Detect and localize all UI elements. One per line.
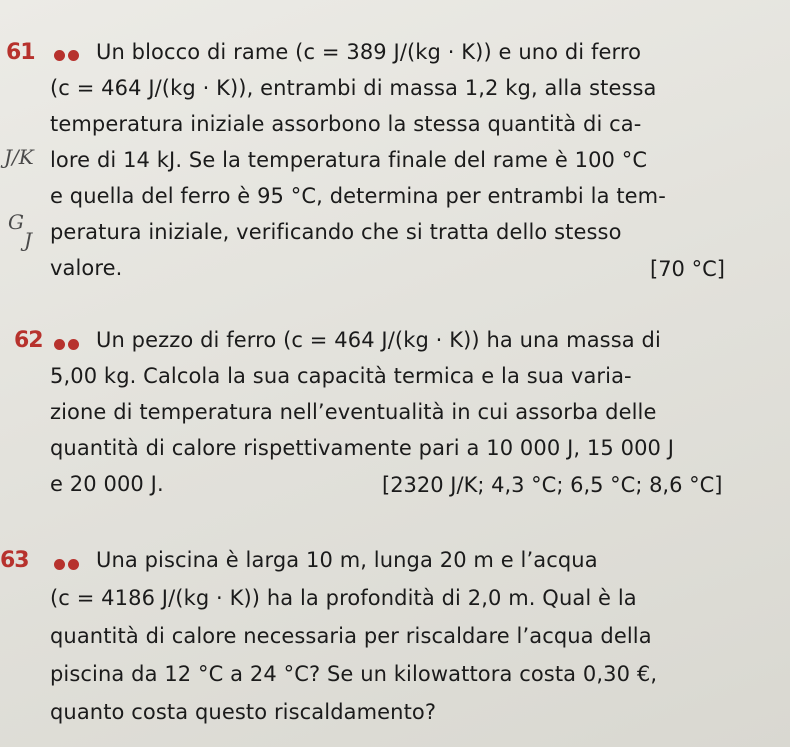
problem-text-line: (c = 4186 J/(kg · K)) ha la profondità di 2,0 m. Qual è la	[50, 586, 637, 610]
handwritten-note: J/K	[4, 145, 34, 169]
problem-text-line: temperatura iniziale assorbono la stessa quantità di ca-	[50, 112, 642, 136]
problem-text-line: (c = 464 J/(kg · K)), entrambi di massa 1,2 kg, alla stessa	[50, 76, 657, 100]
problem-number: 61	[6, 40, 35, 65]
problem-text-line: peratura iniziale, verificando che si tratta dello stesso	[50, 220, 622, 244]
problem-text-line: piscina da 12 °C a 24 °C? Se un kilowattora costa 0,30 €,	[50, 662, 658, 686]
problem-text-line: e quella del ferro è 95 °C, determina per entrambi la tem-	[50, 184, 666, 208]
problem-number: 62	[14, 328, 43, 353]
answer: [2320 J/K; 4,3 °C; 6,5 °C; 8,6 °C]	[382, 473, 723, 497]
difficulty-dots	[54, 334, 82, 353]
problem-text-line: e 20 000 J.	[50, 472, 164, 496]
problem-text-line: quantità di calore rispettivamente pari a 10 000 J, 15 000 J	[50, 436, 675, 460]
answer: [70 °C]	[650, 257, 725, 281]
problem-text-line: quantità di calore necessaria per riscaldare l’acqua della	[50, 624, 652, 648]
handwritten-note: G	[8, 210, 24, 234]
problem-text-line: 5,00 kg. Calcola la sua capacità termica e la sua varia-	[50, 364, 632, 388]
problem-text-line: Una piscina è larga 10 m, lunga 20 m e l’acqua	[96, 548, 598, 572]
problem-text-line: Un blocco di rame (c = 389 J/(kg · K)) e uno di ferro	[96, 40, 642, 64]
problem-text-line: lore di 14 kJ. Se la temperatura finale del rame è 100 °C	[50, 148, 648, 172]
handwritten-note: J	[24, 228, 33, 252]
problem-text-line: Un pezzo di ferro (c = 464 J/(kg · K)) ha una massa di	[96, 328, 661, 352]
difficulty-dots	[54, 554, 82, 573]
problem-text-line: valore.	[50, 256, 123, 280]
problem-text-line: quanto costa questo riscaldamento?	[50, 700, 437, 724]
difficulty-dots	[54, 45, 82, 64]
problem-number: 63	[0, 548, 29, 573]
problem-text-line: zione di temperatura nell’eventualità in cui assorba delle	[50, 400, 657, 424]
